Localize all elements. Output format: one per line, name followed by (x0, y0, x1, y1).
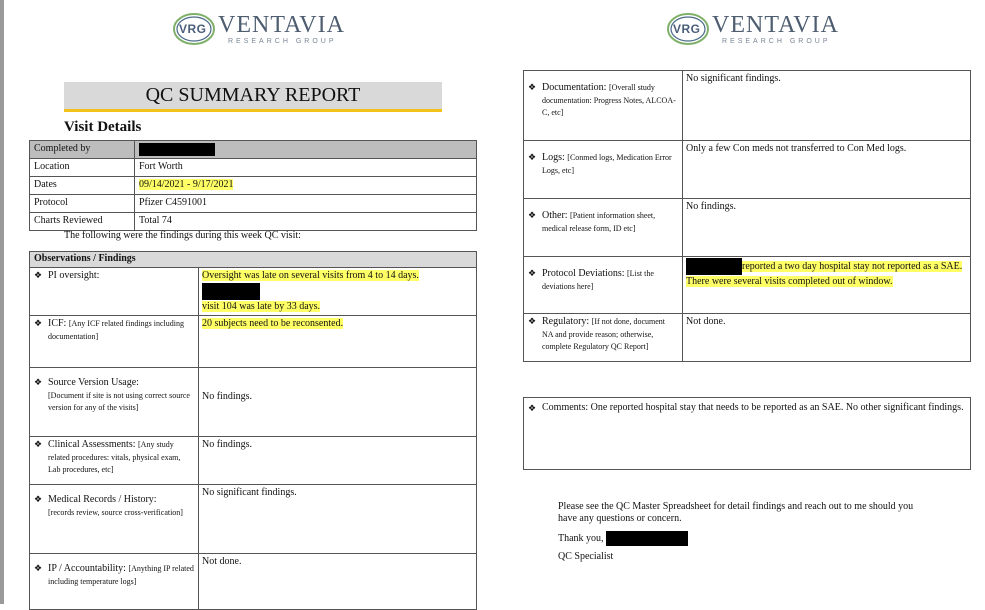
observation-note: [Any study related procedures: vitals, physical exam, Lab procedures, etc] (48, 440, 181, 474)
table-row (524, 314, 971, 362)
protocol-value: Pfizer C4591001 (135, 195, 477, 213)
table-row (524, 199, 971, 257)
dates-cell (135, 177, 477, 195)
observation-value-2: There were several visits completed out of window. (686, 276, 893, 287)
dates-value: 09/14/2021 - 9/17/2021 (139, 179, 234, 190)
observation-note: [Overall study documentation: Progress Notes, ALCOA-C, etc] (542, 83, 676, 117)
completed-by-label: Completed by (30, 141, 135, 159)
table-row (30, 141, 477, 159)
observation-label: Source Version Usage: (48, 377, 139, 388)
observation-label: PI oversight: (48, 270, 100, 281)
observation-label-cell (30, 368, 199, 437)
closing-thanks (558, 531, 688, 546)
intro-text: The following were the findings during this week QC visit: (64, 230, 301, 241)
observation-note: [Patient information sheet, medical release form, ID etc] (542, 211, 656, 233)
redaction-box (139, 143, 215, 156)
table-row (30, 213, 477, 231)
bullet-icon: ❖ (34, 270, 43, 280)
logo-name: VENTAVIA (712, 12, 839, 38)
table-row (30, 485, 477, 554)
redaction-box (606, 531, 688, 546)
table-row (30, 177, 477, 195)
logo-initials: VRG (673, 22, 701, 36)
observation-value-cell: Not done. (199, 554, 477, 610)
closing-line-1: Please see the QC Master Spreadsheet for detail findings and reach out to me should you (558, 501, 914, 512)
observation-value: reported a two day hospital stay not reported as a SAE. (742, 260, 963, 272)
observation-label: ICF: (48, 318, 67, 329)
observation-label-cell (524, 141, 683, 199)
observation-value: 20 subjects need to be reconsented. (202, 318, 344, 329)
comments-cell (524, 398, 971, 470)
observation-value: Oversight was late on several visits from 4 to 14 days. (202, 270, 419, 281)
observation-label-cell (30, 268, 199, 316)
charts-reviewed-label: Charts Reviewed (30, 213, 135, 231)
observation-value-cell: No findings. (199, 368, 477, 437)
observations-table-continued (523, 70, 971, 362)
logo-initials: VRG (179, 22, 207, 36)
table-row (524, 71, 971, 141)
bullet-icon: ❖ (34, 563, 43, 573)
observation-label-cell (30, 316, 199, 368)
observation-value-2: visit 104 was late by 33 days. (202, 301, 321, 312)
table-row (30, 368, 477, 437)
observation-label-cell (524, 257, 683, 314)
ventavia-logo-right (666, 8, 839, 48)
table-row (30, 554, 477, 610)
bullet-icon: ❖ (34, 494, 43, 504)
observation-label-cell (30, 554, 199, 610)
location-label: Location (30, 159, 135, 177)
observation-value-cell: No findings. (199, 437, 477, 485)
logo-subtitle: RESEARCH GROUP (722, 38, 831, 45)
observation-label: Medical Records / History: (48, 494, 157, 505)
table-row (524, 141, 971, 199)
observation-label-cell (524, 199, 683, 257)
table-row (30, 268, 477, 316)
observation-value-cell: No findings. (683, 199, 971, 257)
location-value: Fort Worth (135, 159, 477, 177)
observation-note: [If not done, document NA and provide reason; otherwise, complete Regulatory QC Report] (542, 317, 666, 351)
observation-label: Documentation: (542, 82, 607, 93)
completed-by-value (135, 141, 477, 159)
bullet-icon: ❖ (528, 152, 537, 162)
observation-label: Regulatory: (542, 316, 590, 327)
bullet-icon: ❖ (528, 403, 537, 413)
table-row (524, 398, 971, 470)
report-title: QC SUMMARY REPORT (64, 82, 442, 112)
observation-value-cell: Not done. (683, 314, 971, 362)
closing-role: QC Specialist (558, 551, 614, 562)
observation-value-cell: Only a few Con meds not transferred to Con Med logs. (683, 141, 971, 199)
observation-note: [Any ICF related findings including documentation] (48, 319, 184, 341)
dates-label: Dates (30, 177, 135, 195)
observation-value-cell: No significant findings. (683, 71, 971, 141)
table-row (30, 316, 477, 368)
comments-text: Comments: One reported hospital stay that needs to be reported as an SAE. No other significant findings. (542, 402, 964, 413)
observation-note: [records review, source cross-verification] (48, 508, 183, 517)
observation-value-cell: No significant findings. (199, 485, 477, 554)
table-row (524, 257, 971, 314)
observation-note: [List the deviations here] (542, 269, 654, 291)
protocol-label: Protocol (30, 195, 135, 213)
redaction-box (202, 283, 260, 300)
observation-value-cell (199, 316, 477, 368)
table-row (30, 195, 477, 213)
observations-table (29, 251, 477, 610)
observation-label-cell (524, 314, 683, 362)
observations-heading: Observations / Findings (30, 252, 477, 268)
observation-label: Clinical Assessments: (48, 439, 136, 450)
bullet-icon: ❖ (34, 318, 43, 328)
observation-value-cell (199, 268, 477, 316)
bullet-icon: ❖ (34, 439, 43, 449)
visit-details-table (29, 140, 477, 231)
observation-note: [Document if site is not using correct source version for any of the visits] (48, 391, 190, 412)
bullet-icon: ❖ (528, 268, 537, 278)
table-row (30, 252, 477, 268)
page-edge (0, 0, 4, 604)
table-row (30, 159, 477, 177)
redaction-box (686, 258, 742, 275)
logo-subtitle: RESEARCH GROUP (228, 38, 337, 45)
thanks-text: Thank you, (558, 532, 604, 544)
observation-label: Logs: (542, 152, 565, 163)
bullet-icon: ❖ (528, 82, 537, 92)
ventavia-logo-left (172, 8, 345, 48)
bullet-icon: ❖ (528, 316, 537, 326)
bullet-icon: ❖ (528, 210, 537, 220)
observation-label-cell (524, 71, 683, 141)
table-row (30, 437, 477, 485)
closing-line-2: have any questions or concern. (558, 513, 682, 524)
observation-value-cell (683, 257, 971, 314)
observation-label: IP / Accountability: (48, 563, 126, 574)
observation-label-cell (30, 485, 199, 554)
observation-note: [Anything IP related including temperature logs] (48, 564, 194, 586)
observation-label: Protocol Deviations: (542, 268, 625, 279)
comments-table (523, 397, 971, 470)
visit-details-heading: Visit Details (64, 119, 142, 135)
observation-note: [Conmed logs, Medication Error Logs, etc] (542, 153, 672, 175)
observation-label-cell (30, 437, 199, 485)
logo-name: VENTAVIA (218, 12, 345, 38)
observation-label: Other: (542, 210, 568, 221)
charts-reviewed-value: Total 74 (135, 213, 477, 231)
bullet-icon: ❖ (34, 377, 43, 387)
